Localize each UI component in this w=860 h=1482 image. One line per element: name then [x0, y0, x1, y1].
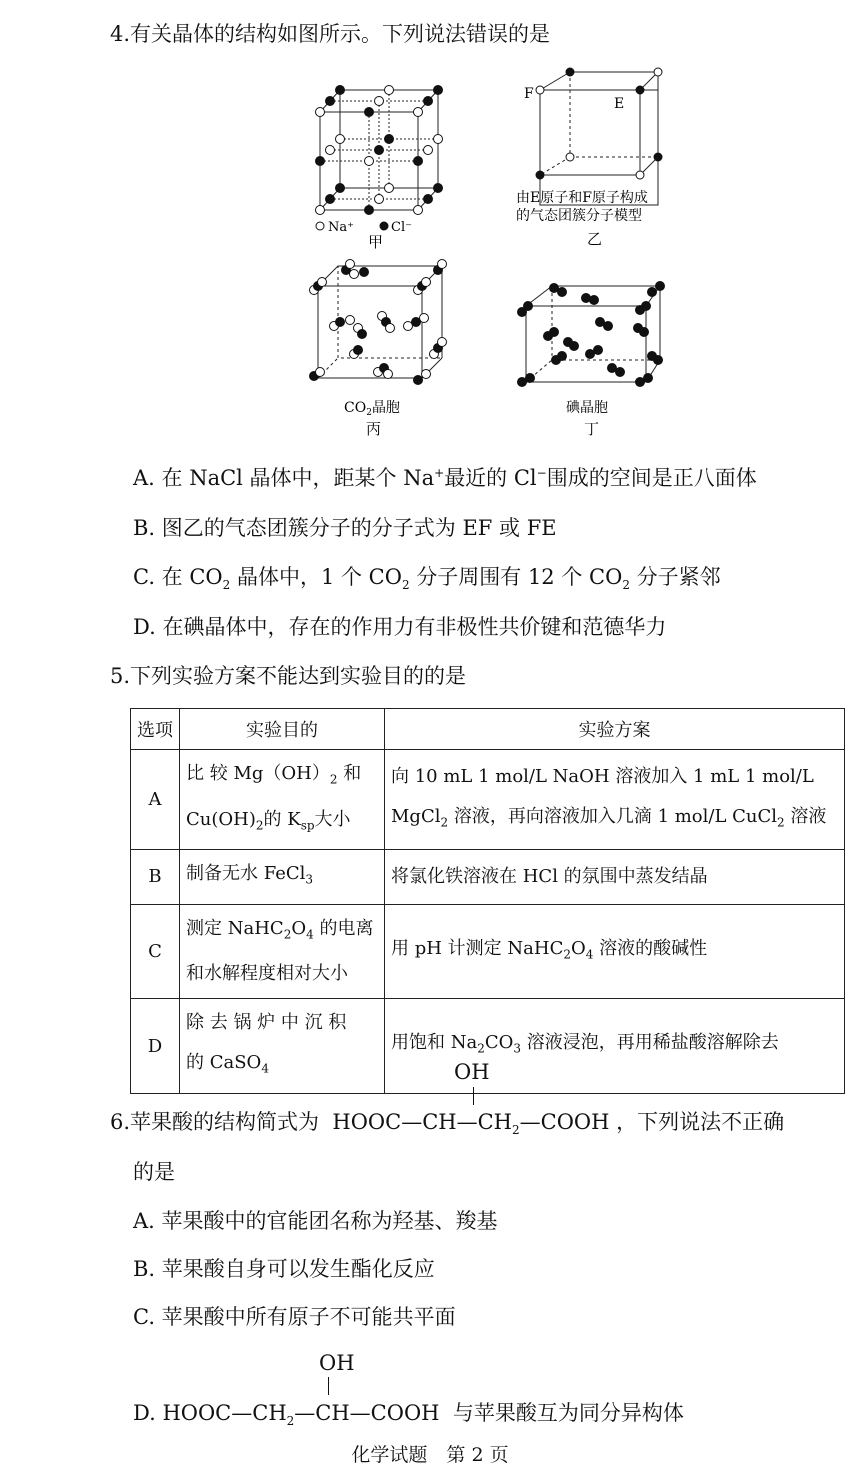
row-a-option: A	[131, 750, 180, 850]
q6-option-a: A. 苹果酸中的官能团名称为羟基、羧基	[133, 1209, 498, 1233]
caption-yi: 乙	[587, 230, 603, 248]
q4-option-a: A. 在 NaCl 晶体中，距某个 Na+最近的 Cl−围成的空间是正八面体	[133, 466, 757, 490]
q6-stem: 6.苹果酸的结构简式为 $HOOC—CH—CH_2—COOH$ ，下列说法不正确	[110, 1110, 785, 1138]
q4-option-c: C. 在 $CO_2$ 晶体中，1 个 $CO_2$ 分子周围有 12 个 $CO_2$ 分子紧邻	[133, 565, 721, 593]
q6-option-d: D. $HOOC—CH_2—CH—COOH$ 与苹果酸互为同分异构体	[133, 1401, 684, 1429]
cluster-molecule-diagram	[510, 62, 680, 252]
row-d-purpose: 除 去 锅 炉 中 沉 积 的 CaSO$_4$	[180, 999, 385, 1094]
row-b-option: B	[131, 850, 180, 905]
q6-oh-bond	[473, 1087, 474, 1105]
header-purpose: 实验目的	[180, 709, 385, 750]
label-e: E	[614, 96, 625, 112]
yi-desc-1: 由E原子和F原子构成	[516, 190, 648, 206]
row-d-plan: 用饱和 $Na_2CO_3$ 溶液浸泡，再用稀盐酸溶解除去	[385, 999, 845, 1094]
q6-option-b: B. 苹果酸自身可以发生酯化反应	[133, 1257, 435, 1281]
row-b-purpose: 制备无水 FeCl$_3$	[180, 850, 385, 905]
row-c-option: C	[131, 904, 180, 999]
bing-desc-post: 晶胞	[371, 400, 400, 416]
q6-d-oh-bond	[328, 1377, 329, 1395]
q6-stem-line2: 的是	[133, 1160, 175, 1184]
q5-stem: 5.下列实验方案不能达到实验目的的是	[110, 664, 467, 688]
caption-bing: 丙	[366, 420, 382, 438]
label-f: F	[524, 86, 534, 102]
q4-option-d: D. 在碘晶体中，存在的作用力有非极性共价键和范德华力	[133, 615, 667, 639]
q6-d-oh-label: OH	[319, 1351, 355, 1375]
caption-jia: 甲	[368, 233, 384, 250]
page-footer: 化学试题 第 2 页	[351, 1444, 509, 1466]
row-c-plan: 用 pH 计测定 $NaHC_2O_4$ 溶液的酸碱性	[385, 904, 845, 999]
table-header-row	[131, 709, 845, 750]
row-a-plan: 向 10 mL 1 mol/L NaOH 溶液加入 1 mL 1 mol/L MgCl$_2$ 溶液，再向溶液加入几滴 1 mol/L CuCl$_2$ 溶液	[385, 750, 845, 850]
table-row	[131, 850, 845, 905]
co2-cell-diagram	[298, 250, 458, 442]
row-b-plan: 将氯化铁溶液在 HCl 的氛围中蒸发结晶	[385, 850, 845, 905]
nacl-lattice-diagram	[300, 78, 460, 250]
iodine-cell-diagram	[512, 270, 677, 442]
ding-desc: 碘晶胞	[566, 400, 608, 416]
q6-option-c: C. 苹果酸中所有原子不可能共平面	[133, 1305, 456, 1329]
header-option: 选项	[131, 709, 180, 750]
table-row	[131, 750, 845, 850]
header-plan: 实验方案	[385, 709, 845, 750]
caption-ding: 丁	[584, 420, 600, 438]
legend-cl: Cl⁻	[391, 220, 412, 235]
row-c-purpose: 测定 $NaHC_2O_4$ 的电离 和水解程度相对大小	[180, 904, 385, 999]
svg-text:CO2晶胞	[344, 400, 400, 418]
q4-option-b: B. 图乙的气态团簇分子的分子式为 EF 或 FE	[133, 516, 557, 540]
q6-oh-label: OH	[454, 1060, 490, 1084]
table-row	[131, 904, 845, 999]
yi-desc-2: 的气态团簇分子模型	[516, 208, 642, 224]
q4-stem: 4.有关晶体的结构如图所示。下列说法错误的是	[110, 22, 551, 46]
experiment-table	[130, 708, 845, 1094]
legend-na: Na⁺	[328, 220, 354, 235]
row-d-option: D	[131, 999, 180, 1094]
row-a-purpose: 比 较 $Mg(OH)_2$ 和 $Cu(OH)_2$的 $K_{sp}$大小	[180, 750, 385, 850]
bing-desc-pre: CO	[344, 400, 367, 416]
bing-desc-sub: 2	[366, 408, 372, 418]
